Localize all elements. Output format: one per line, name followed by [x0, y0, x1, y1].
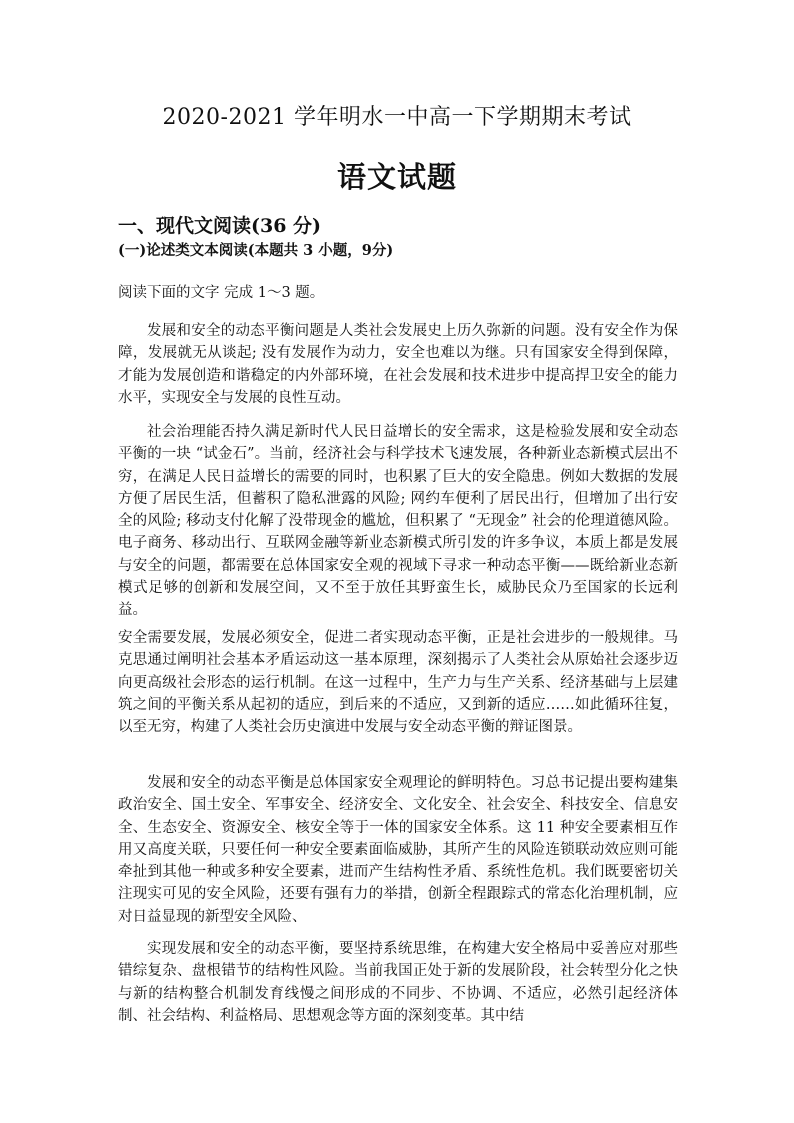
exam-title: 2020-2021 学年明水一中高一下学期期末考试: [162, 105, 632, 130]
subsection-heading: (一)论述类文本阅读(本题共 3 小题，9分): [118, 242, 394, 259]
passage-paragraph-1: 发展和安全的动态平衡问题是人类社会发展史上历久弥新的问题。没有安全作为保障，发展就无从谈起; 没有发展作为动力，安全也难以为继。只有国家安全得到保障，才能为发展创造和谐稳定的内外部环境，在社会发展和技术进步中提高捍卫安全的能力水平，实现安全与发展的良性互动。: [118, 323, 678, 406]
reading-instruction: 阅读下面的文字 完成 1～3 题。: [118, 285, 325, 301]
passage-paragraph-3: 安全需要发展，发展必须安全，促进二者实现动态平衡，正是社会进步的一般规律。马克思通过阐明社会基本矛盾运动这一基本原理，深刻揭示了人类社会从原始社会逐步迈向更高级社会形态的运行机制。在这一过程中，生产力与生产关系、经济基础与上层建筑之间的平衡关系从起初的适应，到后来的不适应，又到新的适应……如此循环往复，以至无穷，构建了人类社会历史演进中发展与安全动态平衡的辩证图景。: [118, 630, 678, 736]
subject-title: 语文试题: [336, 160, 457, 194]
section-heading: 一、现代文阅读(36 分): [118, 215, 322, 237]
passage-paragraph-5: 实现发展和安全的动态平衡，要坚持系统思维，在构建大安全格局中妥善应对那些错综复杂、盘根错节的结构性风险。当前我国正处于新的发展阶段，社会转型分化之快与新的结构整合机制发育线慢之间形成的不同步、不协调、不适应，必然引起经济体制、社会结构、利益格局、思想观念等方面的深刻变革。其中结: [118, 941, 678, 1024]
passage-paragraph-2: 社会治理能否持久满足新时代人民日益增长的安全需求，这是检验发展和安全动态平衡的一块 “试金石”。当前，经济社会与科学技术飞速发展，各种新业态新模式层出不穷，在满足人民日益增长的需要的同时，也积累了巨大的安全隐患。例如大数据的发展方便了居民生活，但蓄积了隐私泄露的风险; 网约车便利了居民出行，但增加了出行安全的风险; 移动支付化解了没带现金的尴尬，但积累了 “无现金” 社会的伦理道德风险。电子商务、移动出行、互联网金融等新业态新模式所引发的许多争议，本质上都是发展与安全的问题，都需要在总体国家安全观的视域下寻求一种动态平衡——既给新业态新模式足够的创新和发展空间，又不至于放任其野蛮生长，威胁民众乃至国家的长远利益。: [118, 424, 678, 619]
passage-paragraph-4: 发展和安全的动态平衡是总体国家安全观理论的鲜明特色。习总书记提出要构建集政治安全、国土安全、军事安全、经济安全、文化安全、社会安全、科技安全、信息安全、生态安全、资源安全、核安全等于一体的国家安全体系。这 11 种安全要素相互作用又高度关联，只要任何一种安全要素面临威胁，其所产生的风险连锁联动效应则可能牵扯到其他一种或多种安全要素，进而产生结构性矛盾、系统性危机。我们既要密切关注现实可见的安全风险，还要有强有力的举措，创新全程跟踪式的常态化治理机制，应对日益显现的新型安全风险、: [118, 775, 678, 925]
